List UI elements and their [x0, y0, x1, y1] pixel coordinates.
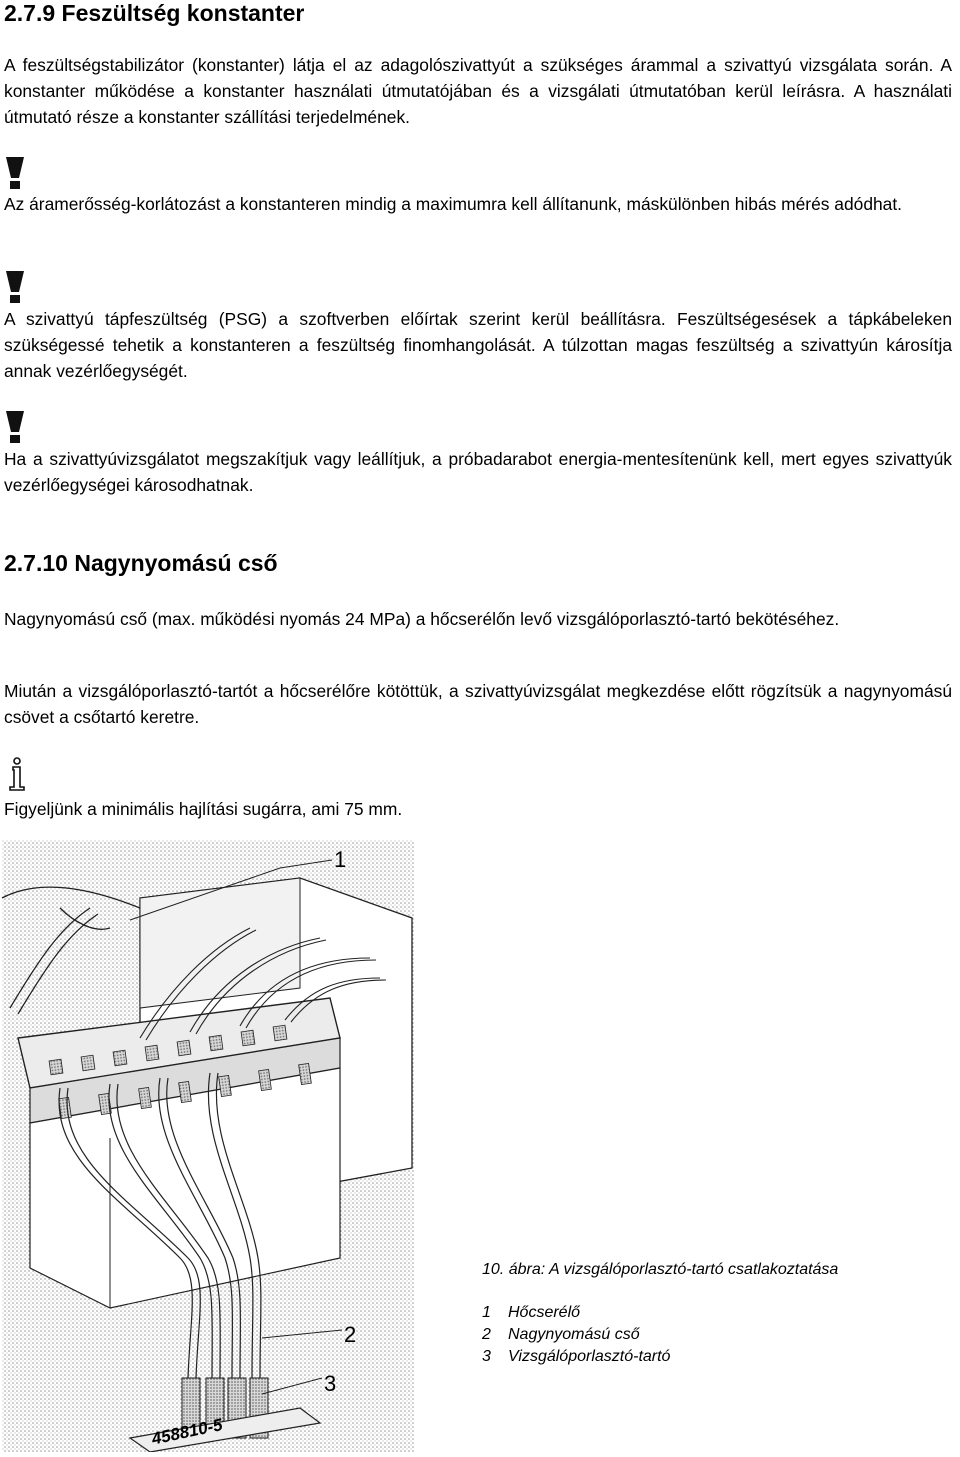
legend-label: Nagynyomású cső [508, 1326, 640, 1343]
warning-supply-voltage: A szivattyú tápfeszültség (PSG) a szoftverben előírtak szerint kerül beállításra. Feszültségesések a tápkábeleken szükségessé tehetik a konstanteren a feszültség finomhangolását. A túlzottan magas feszültség a szivattyún károsítja annak vezérlőegységét. [4, 309, 952, 381]
bend-radius-note: Figyeljünk a minimális hajlítási sugárra, ami 75 mm. [4, 799, 403, 819]
warning-test-abort: Ha a szivattyúvizsgálatot megszakítjuk vagy leállítjuk, a próbadarabot energia-mentesítenünk kell, mert egyes szivattyúk vezérlőegységei károsodhatnak. [4, 449, 952, 495]
heat-exchanger-technical-drawing [0, 838, 470, 1452]
pipe-description-paragraph: Nagynyomású cső (max. működési nyomás 24 MPa) a hőcserélőn levő vizsgálóporlasztó-tartó bekötéséhez. [4, 609, 840, 629]
intro-paragraph: A feszültségstabilizátor (konstanter) látja el az adagolószivattyút a szükséges árammal a szivattyú vizsgálata során. A konstanter működése a konstanter használati útmutatójában és a vizsgálati útmutatóban kerül leírásra. A használati útmutató része a konstanter szállítási terjedelmének. [4, 55, 952, 127]
figure-caption: 10. ábra: A vizsgálóporlasztó-tartó csatlakoztatása [482, 1261, 839, 1278]
section-heading-high-pressure-pipe: 2.7.10 Nagynyomású cső [4, 550, 278, 576]
section-heading-voltage-constanter: 2.7.9 Feszültség konstanter [4, 0, 305, 26]
legend-number: 2 [482, 1326, 491, 1343]
callout-1: 1 [334, 847, 347, 872]
legend-item [482, 1302, 580, 1324]
legend-label: Hőcserélő [508, 1304, 581, 1321]
callout-2: 2 [344, 1322, 357, 1347]
exclamation-warning-icon [5, 270, 25, 304]
legend-item [482, 1346, 670, 1368]
callout-3: 3 [324, 1371, 337, 1396]
legend-label: Vizsgálóporlasztó-tartó [508, 1348, 671, 1365]
exclamation-warning-icon [5, 156, 25, 190]
exclamation-warning-icon [5, 410, 25, 444]
warning-current-limit: Az áramerősség-korlátozást a konstanteren mindig a maximumra kell állítanunk, máskülönben hibás mérés adódhat. [4, 194, 902, 214]
pipe-mounting-paragraph: Miután a vizsgálóporlasztó-tartót a hőcserélőre kötöttük, a szivattyúvizsgálat megkezdése előtt rögzítsük a nagynyomású csövet a csőtartó keretre. [4, 681, 952, 727]
info-i-icon [8, 757, 30, 791]
legend-item [482, 1324, 640, 1346]
legend-number: 1 [482, 1304, 491, 1321]
legend-number: 3 [482, 1348, 491, 1365]
drawing-number: 458810-5 [150, 1415, 225, 1449]
